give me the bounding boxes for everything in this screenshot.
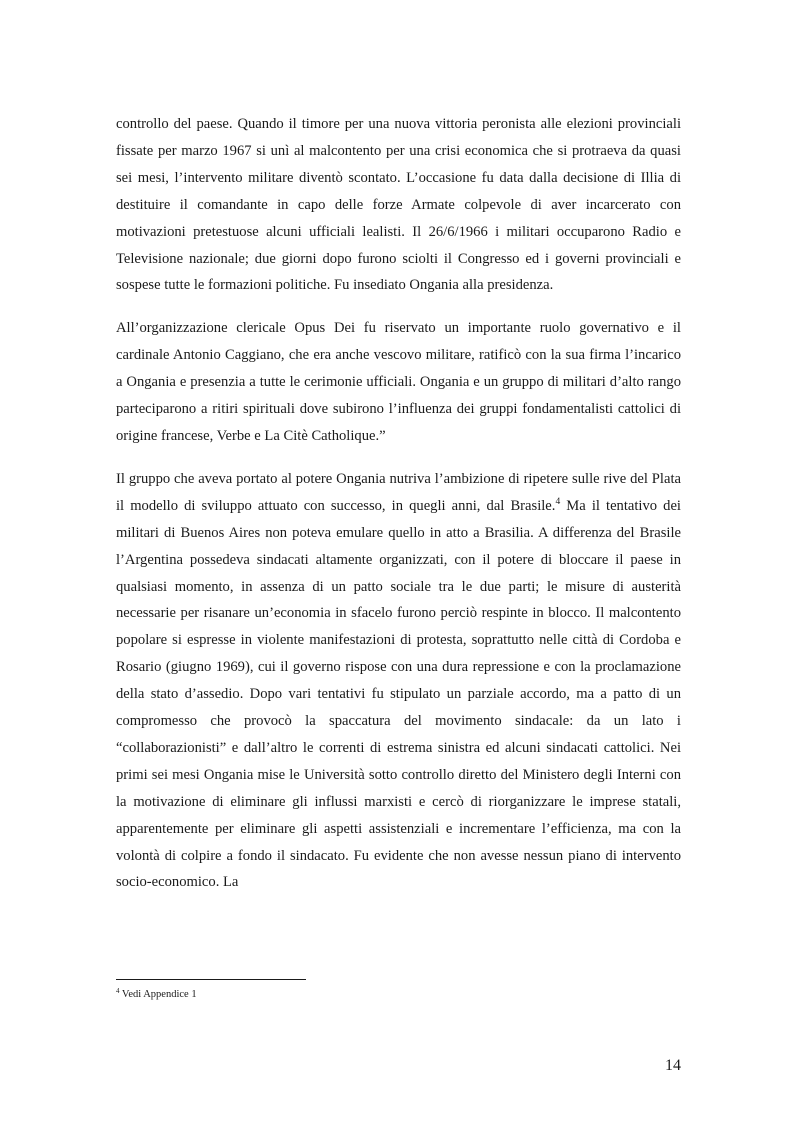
footnote-reference[interactable]: 4 <box>555 496 561 507</box>
page-number: 14 <box>665 1057 681 1074</box>
body-text <box>116 111 681 896</box>
footnote-marker: 4 <box>116 987 120 995</box>
paragraph-text: All’organizzazione clericale Opus Dei fu riservato un importante ruolo governativo e il cardinale Antonio Caggiano, che era anche vescovo militare, ratificò con la sua firma l’incarico a Ongania e presenzia a tutte le cerimonie ufficiali. Ongania e un gruppo di militari d’alto rango parteciparono a ritiri spirituali dove subirono l’influenza dei gruppi fondamentalisti cattolici di origine francese, Verbe e La Citè Catholique.” <box>116 320 681 444</box>
paragraph <box>116 315 681 450</box>
footnote <box>116 988 197 1002</box>
footnote-text: Vedi Appendice 1 <box>119 989 197 1000</box>
paragraph-text: Ma il tentativo dei militari di Buenos Aires non poteva emulare quello in atto a Brasilia. A differenza del Brasile l’Argentina possedeva sindacati altamente organizzati, con il potere di bloccare il paese in qualsiasi momento, in assenza di un patto sociale tra le due parti; le misure di austerità necessarie per risanare un’economia in sfacelo furono perciò respinte in blocco. Il malcontento popolare si espresse in violente manifestazioni di protesta, soprattutto nelle città di Cordoba e Rosario (giugno 1969), cui il governo rispose con una dura repressione e con la proclamazione della stato d’assedio. Dopo vari tentativi fu stipulato un parziale accordo, ma a patto di un compromesso che provocò la spaccatura del movimento sindacale: da un lato i “collaborazionisti” e dall’altro le correnti di estrema sinistra ed alcuni sindacati cattolici. Nei primi sei mesi Ongania mise le Università sotto controllo diretto del Ministero degli Interni con la motivazione di eliminare gli influssi marxisti e cercò di riorganizzare le imprese statali, apparentemente per eliminare gli aspetti assistenziali e incrementare l’efficienza, ma con la volontà di colpire a fondo il sindacato. Fu evidente che non avesse nessun piano di intervento socio-economico. La <box>116 497 681 891</box>
paragraph <box>116 111 681 299</box>
paragraph-text: Il gruppo che aveva portato al potere Ongania nutriva l’ambizione di ripetere sulle rive del Plata il modello di sviluppo attuato con successo, in quegli anni, dal Brasile. <box>116 470 681 514</box>
paragraph-text: controllo del paese. Quando il timore per una nuova vittoria peronista alle elezioni provinciali fissate per marzo 1967 si unì al malcontento per una crisi economica che si protraeva da quasi sei mesi, l’intervento militare diventò scontato. L’occasione fu data dalla decisione di Illia di destituire il comandante in capo delle forze Armate colpevole di aver incarcerato con motivazioni pretestuose alcuni ufficiali lealisti. Il 26/6/1966 i militari occuparono Radio e Televisione nazionale; due giorni dopo furono sciolti il Congresso ed i governi provinciali e sospese tutte le formazioni politiche. Fu insediato Ongania alla presidenza. <box>116 116 681 294</box>
footnote-separator <box>116 979 306 980</box>
paragraph <box>116 466 681 897</box>
